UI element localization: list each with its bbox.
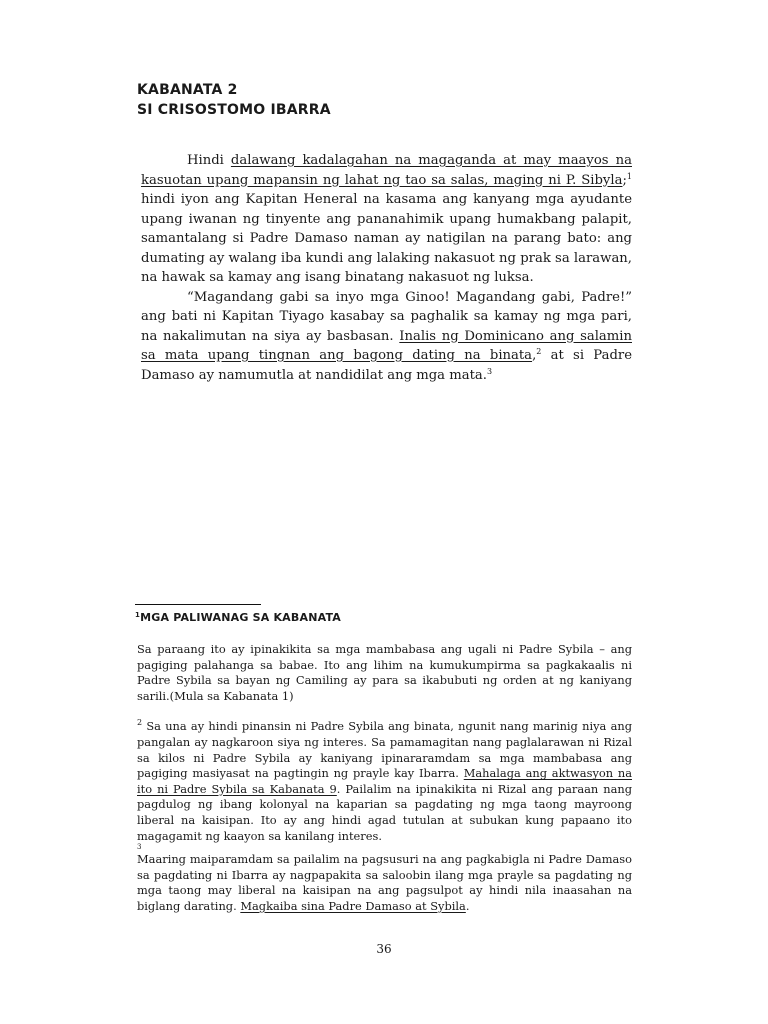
page-number: 36 (376, 942, 392, 956)
underlined-passage: Mahalaga ang aktwasyon na ito ni Padre Sybila sa Kabanata 9 (137, 766, 632, 796)
paragraph-2: “Magandang gabi sa inyo mga Ginoo! Magandang gabi, Padre!” ang bati ni Kapitan Tiyago kasabay sa paghalik sa kamay ng mga pari, na nakalimutan na siya ay basbasan. Inalis ng Dominicano ang salamin sa mata upang tingnan ang bagong dating na binata,$^2$ at si Padre Damaso ay namumutla at nandidilat ang mga mata.$^3$ (141, 289, 633, 383)
footnote-marker: 3 (137, 843, 142, 852)
text-run: “Magandang gabi sa inyo mga Ginoo! Magandang gabi, Padre!” ang bati ni Kapitan Tiyago kasabay sa paghalik sa kamay ng mga pari, na nakalimutan na siya ay basbasan. (141, 289, 632, 344)
underlined-passage: Inalis ng Dominicano ang salamin sa mata upang tingnan ang bagong dating na binata (141, 328, 632, 363)
footnote-1: Sa paraang ito ay ipinakikita sa mga mambabasa ang ugali ni Padre Sybila – ang pagiging palahanga sa babae. Ito ang lihim na kumukumpirma sa pagkakaalis ni Padre Sybila sa bayan ng Camiling ay para sa ikabubuti ng orden at ng kaniyang sarili.(Mula sa Kabanata 1) (137, 642, 632, 703)
chapter-number: KABANATA 2 (137, 82, 238, 98)
footnotes-title (135, 611, 341, 624)
text-run: at si Padre Damaso ay namumutla at nandidilat ang mga mata. (141, 348, 633, 383)
underlined-passage: Magkaiba sina Padre Damaso at Sybila (240, 898, 466, 913)
footnote-ref: 1 (626, 171, 632, 181)
footnote-ref: 3 (486, 366, 493, 376)
footnote-divider (135, 604, 261, 605)
footnotes-title-text: MGA PALIWANAG SA KABANATA (140, 611, 342, 624)
paragraph-1 (141, 151, 632, 288)
footnote-ref: 2 (536, 347, 542, 356)
chapter-title: SI CRISOSTOMO IBARRA (137, 102, 331, 118)
text-run: Hindi (187, 153, 231, 168)
text-run: Maaring maiparamdam sa pailalim na pagsusuri na ang pagkabigla ni Padre Damaso sa pagdating ni Ibarra ay nagpapakita sa saloobin ilang mga prayle sa pagdating ng mga taong may liberal na kaisipan na ang pagsulpot ay hindi nila inaasahan na biglang darating. (137, 852, 632, 913)
text-run: Sa una ay hindi pinansin ni Padre Sybila ang binata, ngunit nang marinig niya ang pangalan ay nagkaroon siya ng interes. Sa pamamagitan nang paglalarawan ni Rizal sa kilos ni Padre Sybila ay kaniyang ipinararamdam sa mga mambabasa ang pagiging masiyasat na pagtingin ng prayle kay Ibarra. (137, 719, 632, 781)
footnotes (137, 642, 632, 915)
footnote-3 (137, 852, 632, 914)
footnote-ref: 1 (135, 611, 141, 619)
text-run: . (465, 898, 470, 913)
text-run: hindi iyon ang Kapitan Heneral na kasama ang kanyang mga ayudante upang iwanan ng tinyente ang pananahimik upang humakbang palapit, samantalang si Padre Damaso naman ay natigilan na parang bato: ang dumating ay walang iba kundi ang lalaking nakasuot ng prak sa larawan, na hawak sa kamay ang isang binatang nakasuot ng luksa. (141, 192, 632, 285)
footnote-2 (137, 719, 632, 844)
chapter-body (141, 151, 632, 385)
underlined-passage: dalawang kadalagahan na magaganda at may maayos na kasuotan upang mapansin ng lahat ng tao sa salas, maging ni P. Sibyla (141, 153, 632, 188)
text-run: ; (622, 172, 627, 188)
text-run: . Pailalim na ipinakikita ni Rizal ang paraan nang pagdulog ng ibang kolonyal na kaparian sa pagdating ng mga taong mayroong liberal na kaisipan. Ito ay ang hindi agad tutulan at subukan kung papaano ito magagamit ng kaayon sa kanilang interes. (137, 781, 632, 843)
footnote-marker: 2 (137, 718, 143, 728)
